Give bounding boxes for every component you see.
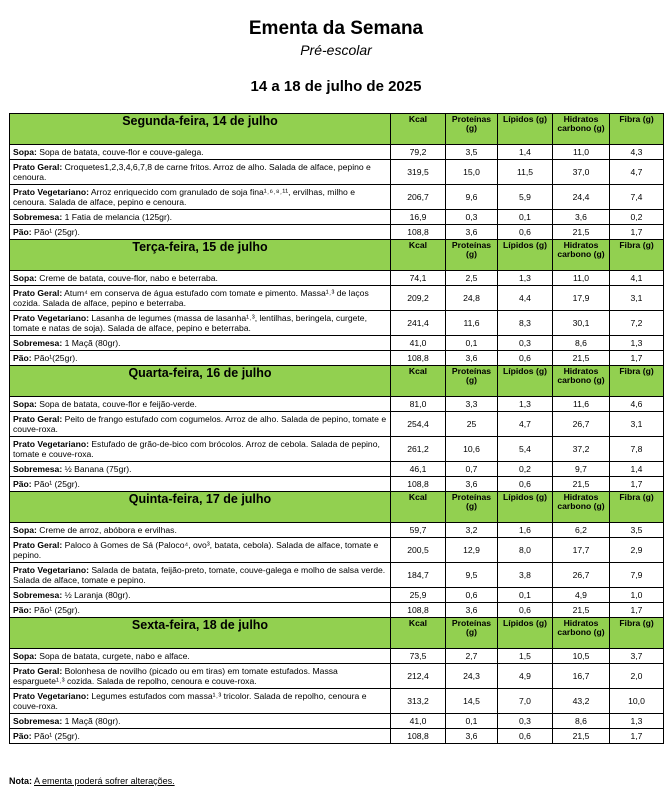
value-prot: 0,1 bbox=[446, 336, 498, 351]
dish-label: Sobremesa: bbox=[13, 716, 63, 726]
table-row bbox=[10, 588, 664, 603]
dish-label: Sopa: bbox=[13, 525, 37, 535]
dish-label: Prato Geral: bbox=[13, 288, 63, 298]
table-row bbox=[10, 145, 664, 160]
column-header-hc: Hidratos carbono (g) bbox=[553, 366, 610, 397]
value-prot: 3,2 bbox=[446, 523, 498, 538]
dish-text: 1 Maçã (80gr). bbox=[64, 716, 121, 726]
column-header-kcal: Kcal bbox=[391, 492, 446, 523]
column-header-kcal: Kcal bbox=[391, 240, 446, 271]
value-fib: 1,0 bbox=[610, 588, 664, 603]
table-row bbox=[10, 336, 664, 351]
value-kcal: 108,8 bbox=[391, 351, 446, 366]
day-title: Segunda-feira, 14 de julho bbox=[10, 114, 391, 145]
value-prot: 10,6 bbox=[446, 437, 498, 462]
dish-description bbox=[10, 462, 391, 477]
dish-text: Legumes estufados com massa¹˒³ tricolor. Salada de repolho, cenoura e couve-roxa. bbox=[13, 691, 367, 711]
page-subtitle: Pré-escolar bbox=[300, 42, 372, 58]
value-prot: 9,6 bbox=[446, 185, 498, 210]
column-header-hc: Hidratos carbono (g) bbox=[553, 618, 610, 649]
value-hc: 10,5 bbox=[553, 649, 610, 664]
value-kcal: 261,2 bbox=[391, 437, 446, 462]
dish-text: Pão¹ (25gr). bbox=[34, 227, 80, 237]
dish-label: Prato Vegetariano: bbox=[13, 565, 89, 575]
table-row bbox=[10, 538, 664, 563]
table-row bbox=[10, 351, 664, 366]
value-fib: 1,3 bbox=[610, 336, 664, 351]
table-row bbox=[10, 437, 664, 462]
value-hc: 21,5 bbox=[553, 225, 610, 240]
table-row bbox=[10, 563, 664, 588]
value-kcal: 16,9 bbox=[391, 210, 446, 225]
value-lip: 3,8 bbox=[498, 563, 553, 588]
dish-label: Sobremesa: bbox=[13, 464, 63, 474]
value-hc: 6,2 bbox=[553, 523, 610, 538]
dish-text: 1 Fatia de melancia (125gr). bbox=[64, 212, 173, 222]
column-header-lip: Lípidos (g) bbox=[498, 114, 553, 145]
value-kcal: 79,2 bbox=[391, 145, 446, 160]
dish-text: Pão¹ (25gr). bbox=[34, 605, 80, 615]
value-prot: 3,6 bbox=[446, 351, 498, 366]
dish-description bbox=[10, 563, 391, 588]
dish-description bbox=[10, 225, 391, 240]
column-header-prot: Proteínas (g) bbox=[446, 366, 498, 397]
value-lip: 0,6 bbox=[498, 477, 553, 492]
table-row bbox=[10, 664, 664, 689]
column-header-fib: Fibra (g) bbox=[610, 618, 664, 649]
value-prot: 0,6 bbox=[446, 588, 498, 603]
value-hc: 26,7 bbox=[553, 412, 610, 437]
value-fib: 1,7 bbox=[610, 729, 664, 744]
value-kcal: 41,0 bbox=[391, 336, 446, 351]
dish-text: Lasanha de legumes (massa de lasanha¹˒³, lentilhas, beringela, curgete, tomate e natas de soja). Salada de alface, pepino e beterraba. bbox=[13, 313, 367, 333]
dish-label: Pão: bbox=[13, 353, 32, 363]
value-prot: 3,6 bbox=[446, 729, 498, 744]
table-row bbox=[10, 412, 664, 437]
value-hc: 16,7 bbox=[553, 664, 610, 689]
table-row bbox=[10, 271, 664, 286]
value-fib: 1,7 bbox=[610, 351, 664, 366]
dish-description bbox=[10, 145, 391, 160]
value-prot: 0,7 bbox=[446, 462, 498, 477]
dish-description bbox=[10, 271, 391, 286]
value-hc: 11,6 bbox=[553, 397, 610, 412]
table-row bbox=[10, 225, 664, 240]
value-fib: 2,0 bbox=[610, 664, 664, 689]
value-kcal: 206,7 bbox=[391, 185, 446, 210]
value-lip: 0,1 bbox=[498, 588, 553, 603]
dish-description bbox=[10, 185, 391, 210]
value-hc: 30,1 bbox=[553, 311, 610, 336]
day-header-row bbox=[10, 366, 664, 397]
dish-text: Pão¹ (25gr). bbox=[34, 731, 80, 741]
value-kcal: 108,8 bbox=[391, 729, 446, 744]
dish-description bbox=[10, 538, 391, 563]
value-hc: 8,6 bbox=[553, 336, 610, 351]
column-header-kcal: Kcal bbox=[391, 366, 446, 397]
value-lip: 0,6 bbox=[498, 225, 553, 240]
dish-text: 1 Maçã (80gr). bbox=[64, 338, 121, 348]
value-lip: 8,3 bbox=[498, 311, 553, 336]
dish-description bbox=[10, 714, 391, 729]
dish-description bbox=[10, 397, 391, 412]
value-prot: 0,1 bbox=[446, 714, 498, 729]
dish-text: ½ Laranja (80gr). bbox=[64, 590, 131, 600]
value-fib: 1,7 bbox=[610, 477, 664, 492]
dish-label: Pão: bbox=[13, 227, 32, 237]
value-lip: 1,6 bbox=[498, 523, 553, 538]
dish-label: Pão: bbox=[13, 605, 32, 615]
value-hc: 4,9 bbox=[553, 588, 610, 603]
value-kcal: 25,9 bbox=[391, 588, 446, 603]
column-header-prot: Proteínas (g) bbox=[446, 618, 498, 649]
dish-text: Peito de frango estufado com cogumelos. Arroz de alho. Salada de pepino, tomate e couve-roxa. bbox=[13, 414, 387, 434]
dish-label: Sopa: bbox=[13, 399, 37, 409]
dish-description bbox=[10, 649, 391, 664]
day-header-row bbox=[10, 492, 664, 523]
value-fib: 7,2 bbox=[610, 311, 664, 336]
column-header-lip: Lípidos (g) bbox=[498, 492, 553, 523]
dish-text: Pão¹(25gr). bbox=[34, 353, 78, 363]
dish-description bbox=[10, 412, 391, 437]
footer-note bbox=[9, 776, 175, 786]
value-fib: 0,2 bbox=[610, 210, 664, 225]
value-prot: 11,6 bbox=[446, 311, 498, 336]
table-row bbox=[10, 185, 664, 210]
day-header-row bbox=[10, 618, 664, 649]
column-header-lip: Lípidos (g) bbox=[498, 240, 553, 271]
value-lip: 4,4 bbox=[498, 286, 553, 311]
value-prot: 2,5 bbox=[446, 271, 498, 286]
table-row bbox=[10, 689, 664, 714]
dish-description bbox=[10, 210, 391, 225]
dish-description bbox=[10, 336, 391, 351]
note-label: Nota: bbox=[9, 776, 32, 786]
value-kcal: 200,5 bbox=[391, 538, 446, 563]
dish-text: Arroz enriquecido com granulado de soja fina¹˒⁶˒⁸˒¹¹, ervilhas, milho e cenoura. Salada de alface, pepino e cenoura. bbox=[13, 187, 355, 207]
table-row bbox=[10, 649, 664, 664]
column-header-fib: Fibra (g) bbox=[610, 366, 664, 397]
value-lip: 0,3 bbox=[498, 336, 553, 351]
dish-description bbox=[10, 729, 391, 744]
dish-text: ½ Banana (75gr). bbox=[64, 464, 132, 474]
column-header-hc: Hidratos carbono (g) bbox=[553, 114, 610, 145]
table-row bbox=[10, 462, 664, 477]
value-fib: 3,5 bbox=[610, 523, 664, 538]
dish-description bbox=[10, 588, 391, 603]
dish-label: Prato Vegetariano: bbox=[13, 439, 89, 449]
value-lip: 1,3 bbox=[498, 271, 553, 286]
menu-table-body bbox=[10, 114, 664, 744]
column-header-fib: Fibra (g) bbox=[610, 114, 664, 145]
dish-label: Prato Geral: bbox=[13, 162, 63, 172]
column-header-fib: Fibra (g) bbox=[610, 240, 664, 271]
dish-label: Prato Geral: bbox=[13, 540, 63, 550]
dish-description bbox=[10, 311, 391, 336]
value-kcal: 74,1 bbox=[391, 271, 446, 286]
value-kcal: 209,2 bbox=[391, 286, 446, 311]
dish-description bbox=[10, 477, 391, 492]
value-hc: 11,0 bbox=[553, 145, 610, 160]
value-hc: 24,4 bbox=[553, 185, 610, 210]
value-prot: 9,5 bbox=[446, 563, 498, 588]
column-header-prot: Proteínas (g) bbox=[446, 114, 498, 145]
dish-text: Sopa de batata, curgete, nabo e alface. bbox=[39, 651, 190, 661]
value-prot: 12,9 bbox=[446, 538, 498, 563]
table-row bbox=[10, 523, 664, 538]
value-lip: 0,6 bbox=[498, 351, 553, 366]
dish-description bbox=[10, 160, 391, 185]
dish-label: Prato Vegetariano: bbox=[13, 313, 89, 323]
dish-label: Prato Vegetariano: bbox=[13, 691, 89, 701]
table-row bbox=[10, 210, 664, 225]
value-hc: 21,5 bbox=[553, 603, 610, 618]
dish-description bbox=[10, 286, 391, 311]
table-row bbox=[10, 714, 664, 729]
column-header-fib: Fibra (g) bbox=[610, 492, 664, 523]
value-hc: 17,9 bbox=[553, 286, 610, 311]
value-fib: 3,1 bbox=[610, 286, 664, 311]
dish-description bbox=[10, 437, 391, 462]
value-hc: 11,0 bbox=[553, 271, 610, 286]
value-lip: 11,5 bbox=[498, 160, 553, 185]
value-lip: 0,1 bbox=[498, 210, 553, 225]
note-text: A ementa poderá sofrer alterações. bbox=[34, 776, 175, 786]
value-prot: 3,6 bbox=[446, 477, 498, 492]
day-header-row bbox=[10, 240, 664, 271]
value-lip: 0,3 bbox=[498, 714, 553, 729]
column-header-prot: Proteínas (g) bbox=[446, 240, 498, 271]
day-title: Sexta-feira, 18 de julho bbox=[10, 618, 391, 649]
dish-text: Atum⁴ em conserva de água estufado com tomate e pimento. Massa¹˒³ de laços cozida. Salada de alface, pepino e beterraba. bbox=[13, 288, 369, 308]
value-fib: 1,3 bbox=[610, 714, 664, 729]
value-kcal: 81,0 bbox=[391, 397, 446, 412]
value-lip: 8,0 bbox=[498, 538, 553, 563]
value-fib: 3,7 bbox=[610, 649, 664, 664]
dish-description bbox=[10, 523, 391, 538]
dish-text: Sopa de batata, couve-flor e couve-galega. bbox=[39, 147, 204, 157]
value-fib: 10,0 bbox=[610, 689, 664, 714]
table-row bbox=[10, 603, 664, 618]
value-hc: 21,5 bbox=[553, 477, 610, 492]
value-prot: 24,3 bbox=[446, 664, 498, 689]
table-row bbox=[10, 729, 664, 744]
day-header-row bbox=[10, 114, 664, 145]
column-header-lip: Lípidos (g) bbox=[498, 618, 553, 649]
value-fib: 4,7 bbox=[610, 160, 664, 185]
value-kcal: 46,1 bbox=[391, 462, 446, 477]
value-hc: 37,2 bbox=[553, 437, 610, 462]
value-fib: 4,6 bbox=[610, 397, 664, 412]
value-lip: 0,6 bbox=[498, 729, 553, 744]
dish-label: Prato Geral: bbox=[13, 414, 63, 424]
value-hc: 3,6 bbox=[553, 210, 610, 225]
value-lip: 1,3 bbox=[498, 397, 553, 412]
dish-label: Sobremesa: bbox=[13, 212, 63, 222]
value-fib: 1,7 bbox=[610, 603, 664, 618]
value-lip: 5,4 bbox=[498, 437, 553, 462]
table-row bbox=[10, 160, 664, 185]
dish-text: Bolonhesa de novilho (picado ou em tiras) em tomate estufados. Massa esparguete¹˒³ cozida. Salada de repolho, cenoura e couve-roxa. bbox=[13, 666, 338, 686]
dish-text: Sopa de batata, couve-flor e feijão-verde. bbox=[39, 399, 197, 409]
dish-description bbox=[10, 603, 391, 618]
column-header-hc: Hidratos carbono (g) bbox=[553, 492, 610, 523]
dish-description bbox=[10, 689, 391, 714]
column-header-kcal: Kcal bbox=[391, 114, 446, 145]
menu-table bbox=[9, 113, 664, 744]
dish-text: Estufado de grão-de-bico com brócolos. Arroz de cebola. Salada de pepino, tomate e couve-roxa. bbox=[13, 439, 380, 459]
dish-label: Sopa: bbox=[13, 651, 37, 661]
value-fib: 3,1 bbox=[610, 412, 664, 437]
value-lip: 4,9 bbox=[498, 664, 553, 689]
dish-label: Pão: bbox=[13, 479, 32, 489]
page-title: Ementa da Semana bbox=[248, 18, 424, 39]
dish-text: Creme de arroz, abóbora e ervilhas. bbox=[39, 525, 177, 535]
table-row bbox=[10, 286, 664, 311]
week-dates: 14 a 18 de julho de 2025 bbox=[250, 78, 422, 95]
value-prot: 2,7 bbox=[446, 649, 498, 664]
value-prot: 3,3 bbox=[446, 397, 498, 412]
day-title: Terça-feira, 15 de julho bbox=[10, 240, 391, 271]
value-kcal: 59,7 bbox=[391, 523, 446, 538]
value-kcal: 254,4 bbox=[391, 412, 446, 437]
dish-text: Paloco à Gomes de Sá (Paloco⁴, ovo³, batata, cebola). Salada de alface, tomate e pepino. bbox=[13, 540, 379, 560]
value-fib: 2,9 bbox=[610, 538, 664, 563]
table-row bbox=[10, 397, 664, 412]
dish-description bbox=[10, 351, 391, 366]
table-row bbox=[10, 477, 664, 492]
value-prot: 15,0 bbox=[446, 160, 498, 185]
dish-label: Prato Geral: bbox=[13, 666, 63, 676]
value-prot: 25 bbox=[446, 412, 498, 437]
column-header-lip: Lípidos (g) bbox=[498, 366, 553, 397]
value-fib: 4,1 bbox=[610, 271, 664, 286]
value-hc: 8,6 bbox=[553, 714, 610, 729]
value-prot: 3,6 bbox=[446, 603, 498, 618]
value-lip: 5,9 bbox=[498, 185, 553, 210]
dish-description bbox=[10, 664, 391, 689]
value-hc: 17,7 bbox=[553, 538, 610, 563]
dish-label: Pão: bbox=[13, 731, 32, 741]
value-kcal: 73,5 bbox=[391, 649, 446, 664]
value-lip: 0,2 bbox=[498, 462, 553, 477]
value-kcal: 108,8 bbox=[391, 603, 446, 618]
value-lip: 0,6 bbox=[498, 603, 553, 618]
value-kcal: 108,8 bbox=[391, 477, 446, 492]
dish-text: Creme de batata, couve-flor, nabo e beterraba. bbox=[39, 273, 218, 283]
column-header-hc: Hidratos carbono (g) bbox=[553, 240, 610, 271]
value-hc: 9,7 bbox=[553, 462, 610, 477]
value-lip: 1,5 bbox=[498, 649, 553, 664]
column-header-kcal: Kcal bbox=[391, 618, 446, 649]
value-hc: 21,5 bbox=[553, 351, 610, 366]
value-kcal: 313,2 bbox=[391, 689, 446, 714]
value-lip: 1,4 bbox=[498, 145, 553, 160]
value-kcal: 41,0 bbox=[391, 714, 446, 729]
value-fib: 1,4 bbox=[610, 462, 664, 477]
value-kcal: 108,8 bbox=[391, 225, 446, 240]
value-kcal: 184,7 bbox=[391, 563, 446, 588]
value-fib: 7,9 bbox=[610, 563, 664, 588]
value-lip: 7,0 bbox=[498, 689, 553, 714]
dish-label: Sobremesa: bbox=[13, 338, 63, 348]
dish-label: Sopa: bbox=[13, 273, 37, 283]
column-header-prot: Proteínas (g) bbox=[446, 492, 498, 523]
value-lip: 4,7 bbox=[498, 412, 553, 437]
table-row bbox=[10, 311, 664, 336]
value-kcal: 212,4 bbox=[391, 664, 446, 689]
value-fib: 4,3 bbox=[610, 145, 664, 160]
dish-label: Sobremesa: bbox=[13, 590, 63, 600]
value-prot: 0,3 bbox=[446, 210, 498, 225]
value-kcal: 319,5 bbox=[391, 160, 446, 185]
dish-label: Sopa: bbox=[13, 147, 37, 157]
value-hc: 26,7 bbox=[553, 563, 610, 588]
dish-text: Croquetes1,2,3,4,6,7,8 de carne fritos. Arroz de alho. Salada de alface, pepino e cenoura. bbox=[13, 162, 371, 182]
value-hc: 37,0 bbox=[553, 160, 610, 185]
dish-text: Salada de batata, feijão-preto, tomate, couve-galega e molho de salsa verde. Salada de alface, tomate e pepino. bbox=[13, 565, 386, 585]
dish-label: Prato Vegetariano: bbox=[13, 187, 89, 197]
value-prot: 3,6 bbox=[446, 225, 498, 240]
value-prot: 3,5 bbox=[446, 145, 498, 160]
value-prot: 24,8 bbox=[446, 286, 498, 311]
value-hc: 43,2 bbox=[553, 689, 610, 714]
value-fib: 7,4 bbox=[610, 185, 664, 210]
value-fib: 7,8 bbox=[610, 437, 664, 462]
value-kcal: 241,4 bbox=[391, 311, 446, 336]
day-title: Quinta-feira, 17 de julho bbox=[10, 492, 391, 523]
value-fib: 1,7 bbox=[610, 225, 664, 240]
value-hc: 21,5 bbox=[553, 729, 610, 744]
value-prot: 14,5 bbox=[446, 689, 498, 714]
day-title: Quarta-feira, 16 de julho bbox=[10, 366, 391, 397]
dish-text: Pão¹ (25gr). bbox=[34, 479, 80, 489]
